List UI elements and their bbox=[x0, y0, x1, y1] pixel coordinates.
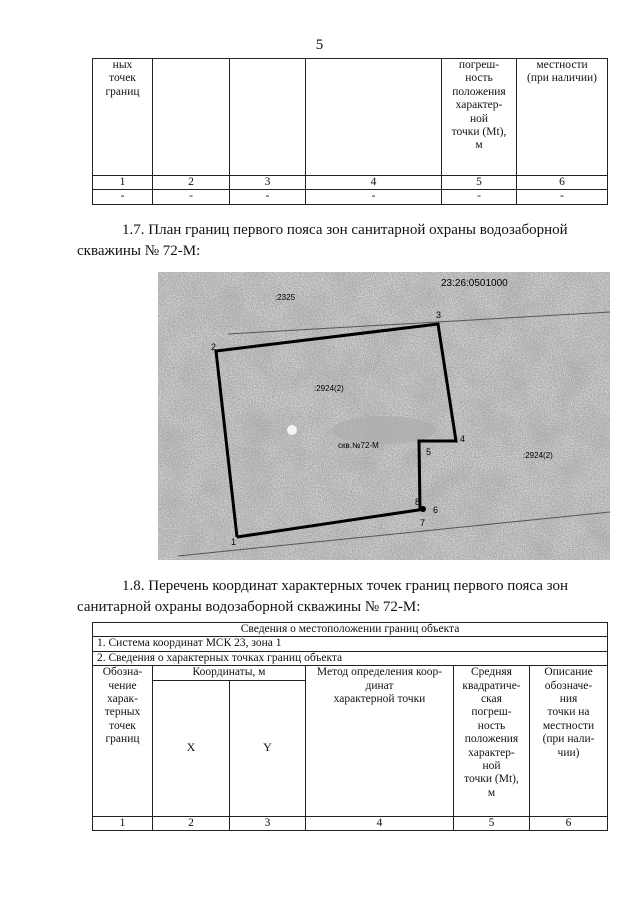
point-label-8: 8 bbox=[415, 497, 421, 507]
page-number: 5 bbox=[315, 37, 324, 53]
point-label-4: 4 bbox=[460, 434, 466, 444]
header-cell-x bbox=[153, 59, 230, 176]
table-cell: - bbox=[517, 190, 608, 204]
well-marker-icon bbox=[287, 425, 297, 435]
column-number: 5 bbox=[454, 816, 530, 830]
table-title: Сведения о местоположении границ объекта bbox=[93, 623, 608, 637]
header-description: Описание обозначе- ния точки на местности (при нали- чии) bbox=[530, 666, 608, 816]
header-cell-y bbox=[230, 59, 306, 176]
column-number: 5 bbox=[442, 176, 517, 190]
point-label-1: 1 bbox=[231, 537, 237, 547]
header-point-designation: Обозна- чение харак- терных точек границ bbox=[93, 666, 153, 816]
table-cell: - bbox=[230, 190, 306, 204]
header-cell-method bbox=[306, 59, 442, 176]
header-cell-point-designation: ных точек границ bbox=[93, 59, 153, 176]
boundary-points-table-continued bbox=[92, 58, 608, 205]
section-1-7-heading bbox=[77, 220, 607, 262]
section-1-8-line1: 1.8. Перечень координат характерных точек границ первого пояса зон bbox=[122, 578, 569, 594]
parcel-label-right: :2924(2) bbox=[523, 451, 553, 460]
header-y: Y bbox=[230, 680, 306, 816]
column-number: 6 bbox=[517, 176, 608, 190]
points-heading-row: 2. Сведения о характерных точках границ объекта bbox=[93, 651, 608, 665]
table-cell: - bbox=[442, 190, 517, 204]
column-number: 1 bbox=[93, 816, 153, 830]
section-1-8-line2: санитарной охраны водозаборной скважины № 72-М: bbox=[77, 599, 421, 615]
column-number: 4 bbox=[306, 176, 442, 190]
column-number: 6 bbox=[530, 816, 608, 830]
header-method: Метод определения коор- динат характерной точки bbox=[306, 666, 454, 816]
cadastral-block-label: 23:26:0501000 bbox=[441, 278, 508, 289]
column-number: 3 bbox=[230, 816, 306, 830]
header-cell-precision: погреш- ность положения характер- ной точки (Mt), м bbox=[442, 59, 517, 176]
point-marker-6 bbox=[420, 506, 426, 512]
column-number: 1 bbox=[93, 176, 153, 190]
point-label-3: 3 bbox=[436, 310, 442, 320]
point-label-2: 2 bbox=[211, 342, 217, 352]
table-cell: - bbox=[306, 190, 442, 204]
header-x: X bbox=[153, 680, 230, 816]
header-cell-description: местности (при наличии) bbox=[517, 59, 608, 176]
section-1-8-heading bbox=[77, 576, 607, 618]
point-label-6: 6 bbox=[433, 505, 439, 515]
well-label: скв.№72-М bbox=[338, 441, 379, 450]
boundary-plan-map bbox=[158, 272, 610, 560]
point-label-5: 5 bbox=[426, 447, 432, 457]
table-cell: - bbox=[153, 190, 230, 204]
header-precision: Средняя квадратиче- ская погреш- ность положения характер- ной точки (Mt), м bbox=[454, 666, 530, 816]
coordinate-system-row: 1. Система координат МСК 23, зона 1 bbox=[93, 637, 608, 651]
parcel-label-top: :2325 bbox=[275, 293, 296, 302]
section-1-7-line1: 1.7. План границ первого пояса зон санитарной охраны водозаборной bbox=[122, 222, 568, 238]
section-1-7-line2: скважины № 72-М: bbox=[77, 243, 201, 259]
header-coordinates: Координаты, м bbox=[153, 666, 306, 680]
table-cell: - bbox=[93, 190, 153, 204]
column-number: 2 bbox=[153, 816, 230, 830]
column-number: 2 bbox=[153, 176, 230, 190]
point-label-7: 7 bbox=[420, 518, 426, 528]
column-number: 3 bbox=[230, 176, 306, 190]
coordinates-table bbox=[92, 622, 608, 831]
parcel-label-main: :2924(2) bbox=[314, 384, 344, 393]
column-number: 4 bbox=[306, 816, 454, 830]
